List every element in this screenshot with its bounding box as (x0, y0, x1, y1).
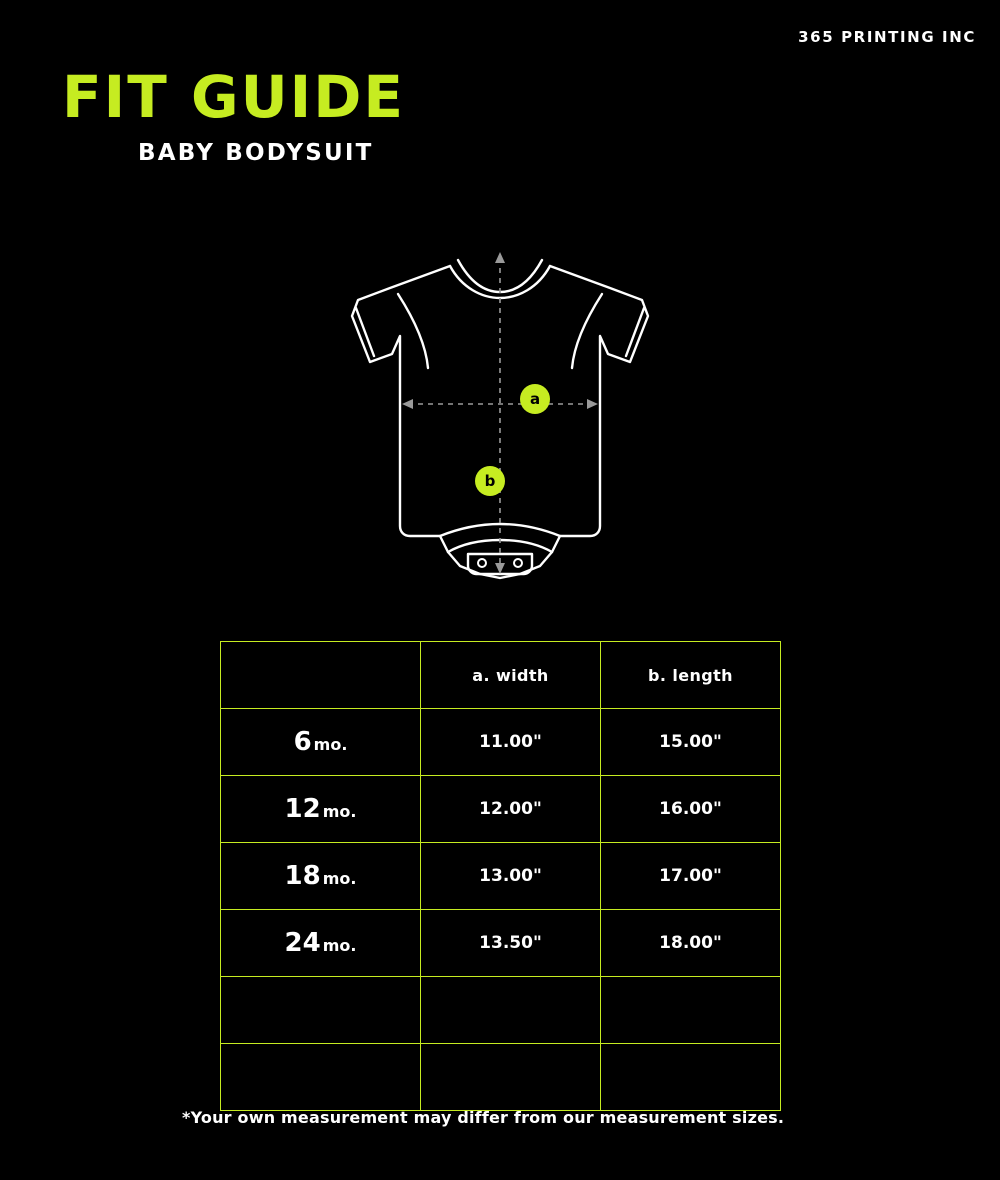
length-cell (601, 1044, 781, 1111)
table-row (221, 1044, 781, 1111)
size-number: 18 (284, 861, 321, 891)
baby-bodysuit-diagram (330, 236, 670, 596)
header-cell-width: a. width (421, 642, 601, 709)
size-unit: mo. (322, 936, 357, 955)
size-number: 6 (293, 727, 312, 757)
length-cell: 18.00" (601, 910, 781, 977)
marker-b: b (475, 466, 505, 496)
header-cell-length: b. length (601, 642, 781, 709)
width-cell (421, 977, 601, 1044)
size-chart-table (220, 641, 781, 1111)
page-subtitle: BABY BODYSUIT (138, 140, 374, 166)
size-cell (221, 977, 421, 1044)
table-row (221, 910, 781, 977)
page-title: FIT GUIDE (62, 63, 406, 131)
width-cell (421, 1044, 601, 1111)
size-cell (221, 910, 421, 977)
size-cell (221, 1044, 421, 1111)
header-cell-size (221, 642, 421, 709)
width-cell: 13.50" (421, 910, 601, 977)
title-block (62, 63, 406, 166)
size-unit: mo. (313, 735, 348, 754)
size-number: 24 (284, 928, 321, 958)
length-cell (601, 977, 781, 1044)
table-row (221, 843, 781, 910)
length-cell: 15.00" (601, 709, 781, 776)
width-cell: 12.00" (421, 776, 601, 843)
brand-name: 365 PRINTING INC (798, 28, 976, 46)
size-cell (221, 843, 421, 910)
length-cell: 16.00" (601, 776, 781, 843)
width-cell: 11.00" (421, 709, 601, 776)
size-unit: mo. (322, 869, 357, 888)
marker-a: a (520, 384, 550, 414)
table-header-row (221, 642, 781, 709)
size-unit: mo. (322, 802, 357, 821)
length-cell: 17.00" (601, 843, 781, 910)
size-number: 12 (284, 794, 321, 824)
table-row (221, 709, 781, 776)
size-cell (221, 709, 421, 776)
width-cell: 13.00" (421, 843, 601, 910)
footnote: *Your own measurement may differ from our measurement sizes. (182, 1108, 785, 1127)
size-cell (221, 776, 421, 843)
table-row (221, 776, 781, 843)
bodysuit-outline-icon (330, 236, 670, 596)
table-row (221, 977, 781, 1044)
